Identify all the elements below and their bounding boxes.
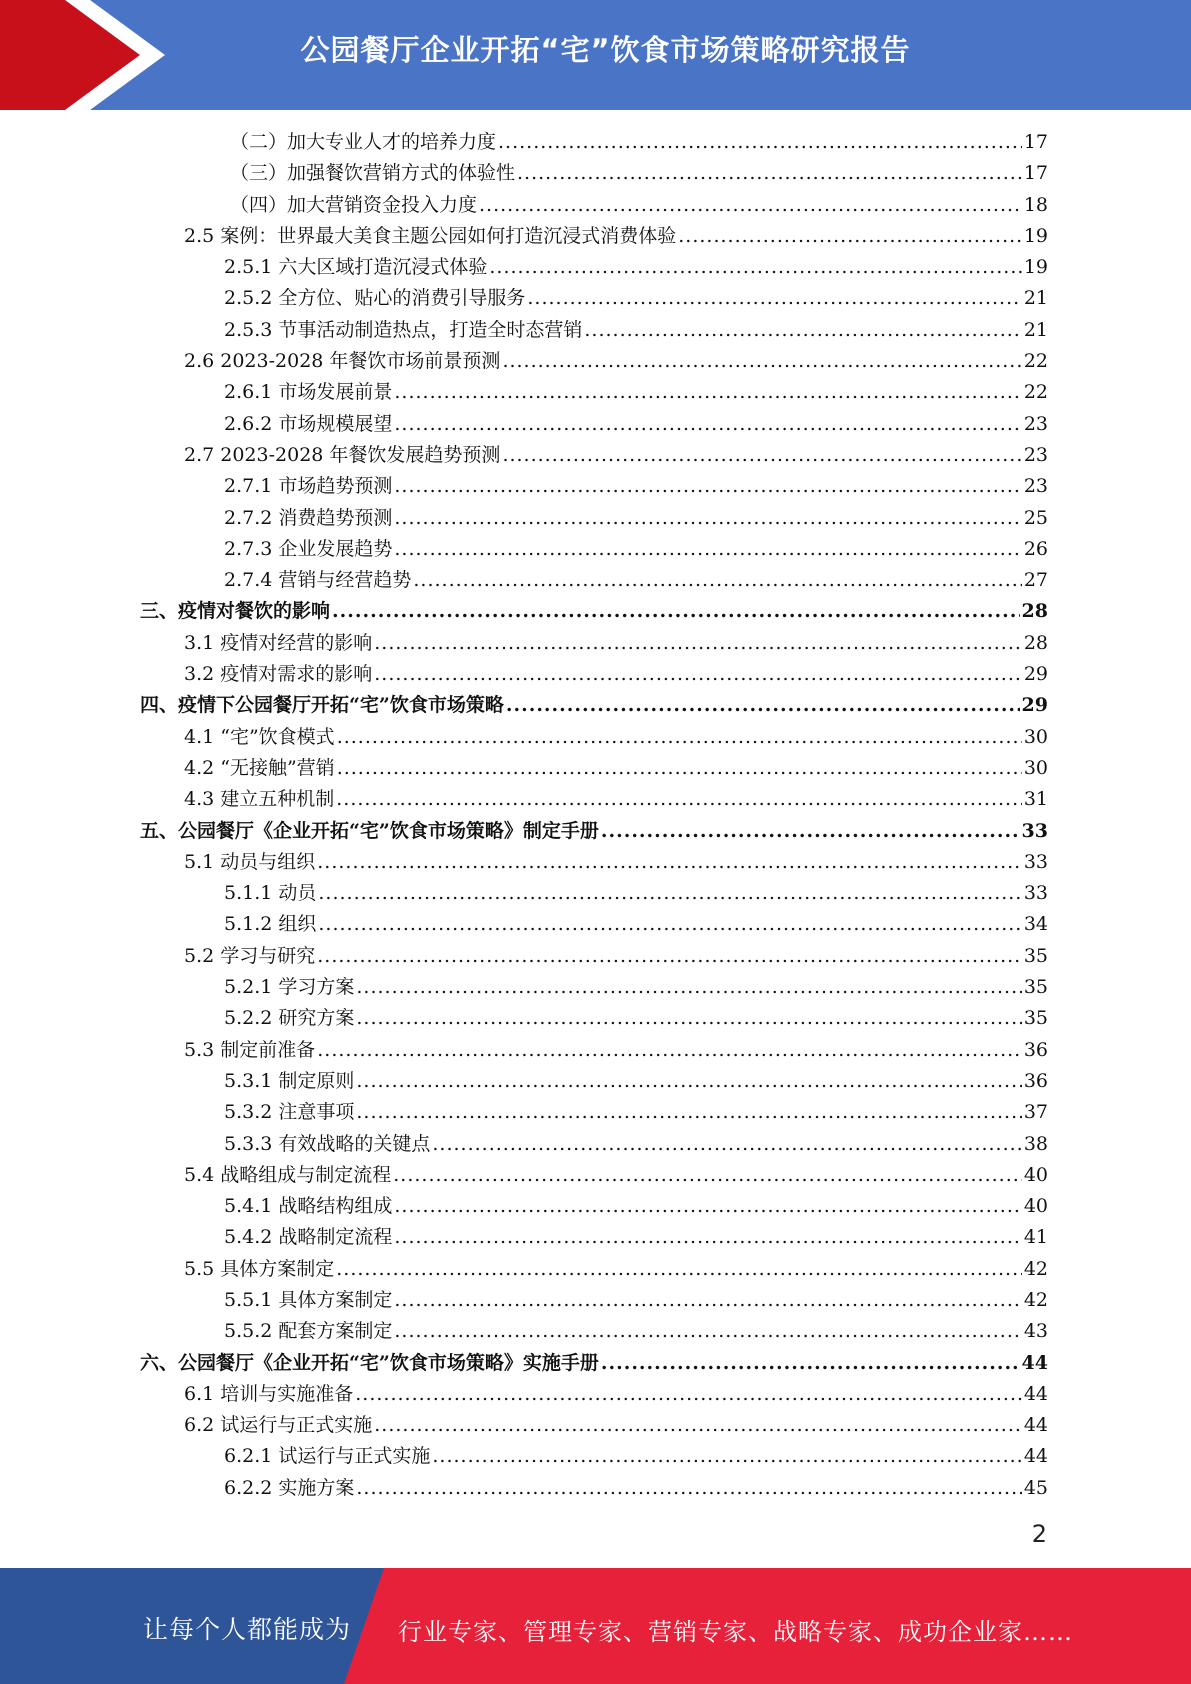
toc-entry-label: （三）加强餐饮营销方式的体验性 <box>230 162 516 185</box>
toc-entry-page: 17 <box>1023 162 1048 185</box>
toc-entry-label: 5.4.2 战略制定流程 <box>224 1226 393 1249</box>
toc-entry[interactable] <box>184 659 1048 690</box>
toc-dot-leader <box>356 1097 1021 1128</box>
toc-entry-page: 28 <box>1021 600 1048 623</box>
toc-entry[interactable] <box>184 628 1048 659</box>
toc-dot-leader <box>336 1254 1022 1285</box>
toc-dot-leader <box>374 659 1022 690</box>
toc-entry-page: 21 <box>1023 318 1048 341</box>
toc-entry-label: 三、疫情对餐饮的影响 <box>140 600 331 623</box>
toc-entry[interactable] <box>184 221 1048 252</box>
toc-entry[interactable] <box>224 1097 1048 1128</box>
toc-entry-page: 23 <box>1023 412 1048 435</box>
toc-dot-leader <box>502 346 1021 377</box>
toc-entry-page: 23 <box>1023 475 1048 498</box>
toc-entry-page: 26 <box>1023 537 1048 560</box>
toc-dot-leader <box>318 909 1021 940</box>
toc-entry[interactable] <box>224 1473 1048 1504</box>
toc-dot-leader <box>489 252 1021 283</box>
toc-entry-label: 5.3.2 注意事项 <box>224 1101 355 1124</box>
toc-entry-label: 3.2 疫情对需求的影响 <box>184 663 373 686</box>
toc-entry[interactable] <box>224 252 1048 283</box>
toc-entry-page: 29 <box>1023 663 1048 686</box>
toc-entry[interactable] <box>140 816 1048 847</box>
toc-entry-page: 30 <box>1023 725 1048 748</box>
toc-dot-leader <box>413 565 1021 596</box>
toc-entry-label: 5.2.2 研究方案 <box>224 1007 355 1030</box>
toc-dot-leader <box>394 1222 1021 1253</box>
toc-entry-page: 35 <box>1023 976 1048 999</box>
toc-entry-label: 2.6.2 市场规模展望 <box>224 412 393 435</box>
toc-entry-page: 42 <box>1023 1257 1048 1280</box>
toc-entry[interactable] <box>184 847 1048 878</box>
toc-entry-label: 5.1 动员与组织 <box>184 850 316 873</box>
toc-entry-page: 45 <box>1023 1476 1048 1499</box>
toc-entry[interactable] <box>224 409 1048 440</box>
toc-entry[interactable] <box>184 346 1048 377</box>
toc-entry-label: 5.5.2 配套方案制定 <box>224 1320 393 1343</box>
toc-entry-page: 18 <box>1023 193 1048 216</box>
toc-entry-label: 2.6 2023-2028 年餐饮市场前景预测 <box>184 350 501 373</box>
toc-entry-page: 43 <box>1023 1320 1048 1343</box>
toc-entry[interactable] <box>184 1379 1048 1410</box>
toc-entry[interactable] <box>224 377 1048 408</box>
toc-entry-page: 31 <box>1023 788 1048 811</box>
toc-dot-leader <box>393 1160 1022 1191</box>
toc-dot-leader <box>374 1410 1022 1441</box>
table-of-contents <box>0 127 1191 1504</box>
toc-dot-leader <box>337 753 1022 784</box>
toc-entry-page: 33 <box>1021 819 1048 842</box>
toc-entry[interactable] <box>224 909 1048 940</box>
toc-entry-label: 2.6.1 市场发展前景 <box>224 381 393 404</box>
toc-dot-leader <box>374 628 1022 659</box>
toc-dot-leader <box>502 440 1021 471</box>
toc-entry[interactable] <box>224 1129 1048 1160</box>
toc-entry-page: 42 <box>1023 1288 1048 1311</box>
toc-dot-leader <box>394 1285 1021 1316</box>
toc-entry[interactable] <box>184 753 1048 784</box>
toc-entry-page: 22 <box>1023 381 1048 404</box>
toc-dot-leader <box>517 158 1022 189</box>
toc-entry-page: 27 <box>1023 569 1048 592</box>
toc-entry[interactable] <box>224 565 1048 596</box>
toc-dot-leader <box>394 471 1021 502</box>
toc-entry-page: 40 <box>1023 1163 1048 1186</box>
toc-entry-page: 44 <box>1021 1351 1048 1374</box>
toc-entry-page: 33 <box>1023 882 1048 905</box>
toc-entry-label: 6.1 培训与实施准备 <box>184 1382 354 1405</box>
toc-entry-page: 35 <box>1023 1007 1048 1030</box>
toc-entry[interactable] <box>224 283 1048 314</box>
toc-entry[interactable] <box>140 596 1048 627</box>
toc-entry-label: 5.2 学习与研究 <box>184 944 316 967</box>
toc-entry[interactable] <box>224 1191 1048 1222</box>
toc-entry-page: 23 <box>1023 443 1048 466</box>
toc-entry-label: 5.1.2 组织 <box>224 913 317 936</box>
toc-entry-label: 2.7.2 消费趋势预测 <box>224 506 393 529</box>
toc-dot-leader <box>317 847 1022 878</box>
footer-slogan-right: 行业专家、管理专家、营销专家、战略专家、成功企业家…… <box>398 1618 1073 1646</box>
toc-dot-leader <box>318 878 1021 909</box>
toc-entry[interactable] <box>224 315 1048 346</box>
toc-dot-leader <box>479 190 1022 221</box>
toc-dot-leader <box>317 941 1022 972</box>
footer-banner <box>0 1568 1191 1684</box>
toc-entry-page: 19 <box>1023 256 1048 279</box>
toc-entry-label: 4.1 “宅”饮食模式 <box>184 725 335 748</box>
toc-entry-label: 3.1 疫情对经营的影响 <box>184 631 373 654</box>
toc-dot-leader <box>332 596 1020 627</box>
toc-entry-page: 30 <box>1023 756 1048 779</box>
toc-entry-label: 6.2 试运行与正式实施 <box>184 1414 373 1437</box>
toc-dot-leader <box>356 1473 1021 1504</box>
toc-entry[interactable] <box>184 722 1048 753</box>
toc-entry-label: 2.7.3 企业发展趋势 <box>224 537 393 560</box>
toc-dot-leader <box>584 315 1021 346</box>
toc-entry[interactable] <box>140 1348 1048 1379</box>
toc-entry-page: 40 <box>1023 1195 1048 1218</box>
toc-entry-label: 4.2 “无接触”营销 <box>184 756 335 779</box>
toc-entry-label: 2.5.3 节事活动制造热点，打造全时态营销 <box>224 318 583 341</box>
toc-entry-label: 6.2.2 实施方案 <box>224 1476 355 1499</box>
toc-entry[interactable] <box>184 1035 1048 1066</box>
header-bar <box>0 0 1191 110</box>
toc-dot-leader <box>394 534 1021 565</box>
toc-entry[interactable] <box>140 690 1048 721</box>
toc-entry[interactable] <box>230 190 1048 221</box>
toc-entry-label: 6.2.1 试运行与正式实施 <box>224 1445 431 1468</box>
toc-entry[interactable] <box>224 1222 1048 1253</box>
toc-entry[interactable] <box>224 503 1048 534</box>
toc-entry-label: 5.3 制定前准备 <box>184 1038 316 1061</box>
toc-entry[interactable] <box>224 1003 1048 1034</box>
toc-entry-label: 5.5.1 具体方案制定 <box>224 1288 393 1311</box>
toc-entry[interactable] <box>184 440 1048 471</box>
toc-dot-leader <box>356 972 1021 1003</box>
toc-dot-leader <box>432 1129 1021 1160</box>
toc-entry-page: 34 <box>1023 913 1048 936</box>
toc-dot-leader <box>527 283 1021 314</box>
toc-entry[interactable] <box>224 1316 1048 1347</box>
toc-entry-page: 29 <box>1021 694 1048 717</box>
toc-dot-leader <box>336 784 1022 815</box>
toc-entry[interactable] <box>184 1254 1048 1285</box>
footer-slogan-left: 让每个人都能成为 <box>143 1615 352 1644</box>
toc-entry[interactable] <box>224 878 1048 909</box>
toc-entry[interactable] <box>224 972 1048 1003</box>
toc-entry[interactable] <box>184 1160 1048 1191</box>
toc-dot-leader <box>432 1441 1021 1472</box>
toc-entry-page: 28 <box>1023 631 1048 654</box>
toc-entry-label: 5.4.1 战略结构组成 <box>224 1195 393 1218</box>
toc-dot-leader <box>394 503 1021 534</box>
toc-entry-page: 33 <box>1023 850 1048 873</box>
toc-entry-page: 36 <box>1023 1069 1048 1092</box>
toc-dot-leader <box>506 690 1020 721</box>
toc-entry-page: 44 <box>1023 1445 1048 1468</box>
toc-entry[interactable] <box>224 534 1048 565</box>
toc-entry-label: 5.3.1 制定原则 <box>224 1069 355 1092</box>
toc-entry-label: 5.5 具体方案制定 <box>184 1257 335 1280</box>
toc-entry-page: 44 <box>1023 1414 1048 1437</box>
toc-entry[interactable] <box>224 1066 1048 1097</box>
toc-entry[interactable] <box>224 1441 1048 1472</box>
toc-dot-leader <box>394 409 1021 440</box>
toc-dot-leader <box>337 722 1022 753</box>
toc-dot-leader <box>317 1035 1022 1066</box>
toc-entry[interactable] <box>224 1285 1048 1316</box>
toc-entry[interactable] <box>184 941 1048 972</box>
toc-entry-label: 5.2.1 学习方案 <box>224 976 355 999</box>
toc-entry-label: 六、公园餐厅《企业开拓“宅”饮食市场策略》实施手册 <box>140 1351 599 1374</box>
toc-entry-label: 2.5.1 六大区域打造沉浸式体验 <box>224 256 488 279</box>
toc-dot-leader <box>356 1003 1021 1034</box>
toc-entry-label: 4.3 建立五种机制 <box>184 788 335 811</box>
toc-entry-page: 19 <box>1023 224 1048 247</box>
toc-entry-label: 2.7 2023-2028 年餐饮发展趋势预测 <box>184 443 501 466</box>
toc-entry-label: 四、疫情下公园餐厅开拓“宅”饮食市场策略 <box>140 694 504 717</box>
toc-entry-label: （四）加大营销资金投入力度 <box>230 193 478 216</box>
toc-entry-page: 35 <box>1023 944 1048 967</box>
toc-entry-label: 五、公园餐厅《企业开拓“宅”饮食市场策略》制定手册 <box>140 819 599 842</box>
toc-entry[interactable] <box>230 127 1048 158</box>
toc-entry-label: 2.5.2 全方位、贴心的消费引导服务 <box>224 287 526 310</box>
toc-dot-leader <box>601 1348 1020 1379</box>
toc-entry-label: 2.5 案例：世界最大美食主题公园如何打造沉浸式消费体验 <box>184 224 677 247</box>
report-title: 公园餐厅企业开拓“宅”饮食市场策略研究报告 <box>300 33 911 67</box>
toc-entry[interactable] <box>224 471 1048 502</box>
toc-entry-label: 5.3.3 有效战略的关键点 <box>224 1132 431 1155</box>
toc-entry[interactable] <box>184 1410 1048 1441</box>
toc-dot-leader <box>355 1379 1022 1410</box>
toc-entry-label: 5.1.1 动员 <box>224 882 317 905</box>
toc-entry-page: 37 <box>1023 1101 1048 1124</box>
toc-dot-leader <box>601 816 1020 847</box>
toc-entry-page: 41 <box>1023 1226 1048 1249</box>
toc-dot-leader <box>678 221 1022 252</box>
toc-entry-label: 2.7.1 市场趋势预测 <box>224 475 393 498</box>
toc-entry-page: 38 <box>1023 1132 1048 1155</box>
toc-entry[interactable] <box>184 784 1048 815</box>
toc-dot-leader <box>394 377 1021 408</box>
toc-entry[interactable] <box>230 158 1048 189</box>
page-number: 2 <box>1031 1520 1047 1548</box>
toc-entry-page: 22 <box>1023 350 1048 373</box>
toc-entry-page: 25 <box>1023 506 1048 529</box>
toc-entry-page: 21 <box>1023 287 1048 310</box>
toc-entry-page: 17 <box>1023 131 1048 153</box>
toc-entry-page: 44 <box>1023 1382 1048 1405</box>
toc-entry-page: 36 <box>1023 1038 1048 1061</box>
toc-dot-leader <box>394 1191 1021 1222</box>
toc-dot-leader <box>498 127 1022 158</box>
toc-entry-label: 2.7.4 营销与经营趋势 <box>224 569 412 592</box>
toc-entry-label: 5.4 战略组成与制定流程 <box>184 1163 392 1186</box>
toc-dot-leader <box>356 1066 1021 1097</box>
toc-entry-label: （二）加大专业人才的培养力度 <box>230 131 497 153</box>
toc-dot-leader <box>394 1316 1021 1347</box>
